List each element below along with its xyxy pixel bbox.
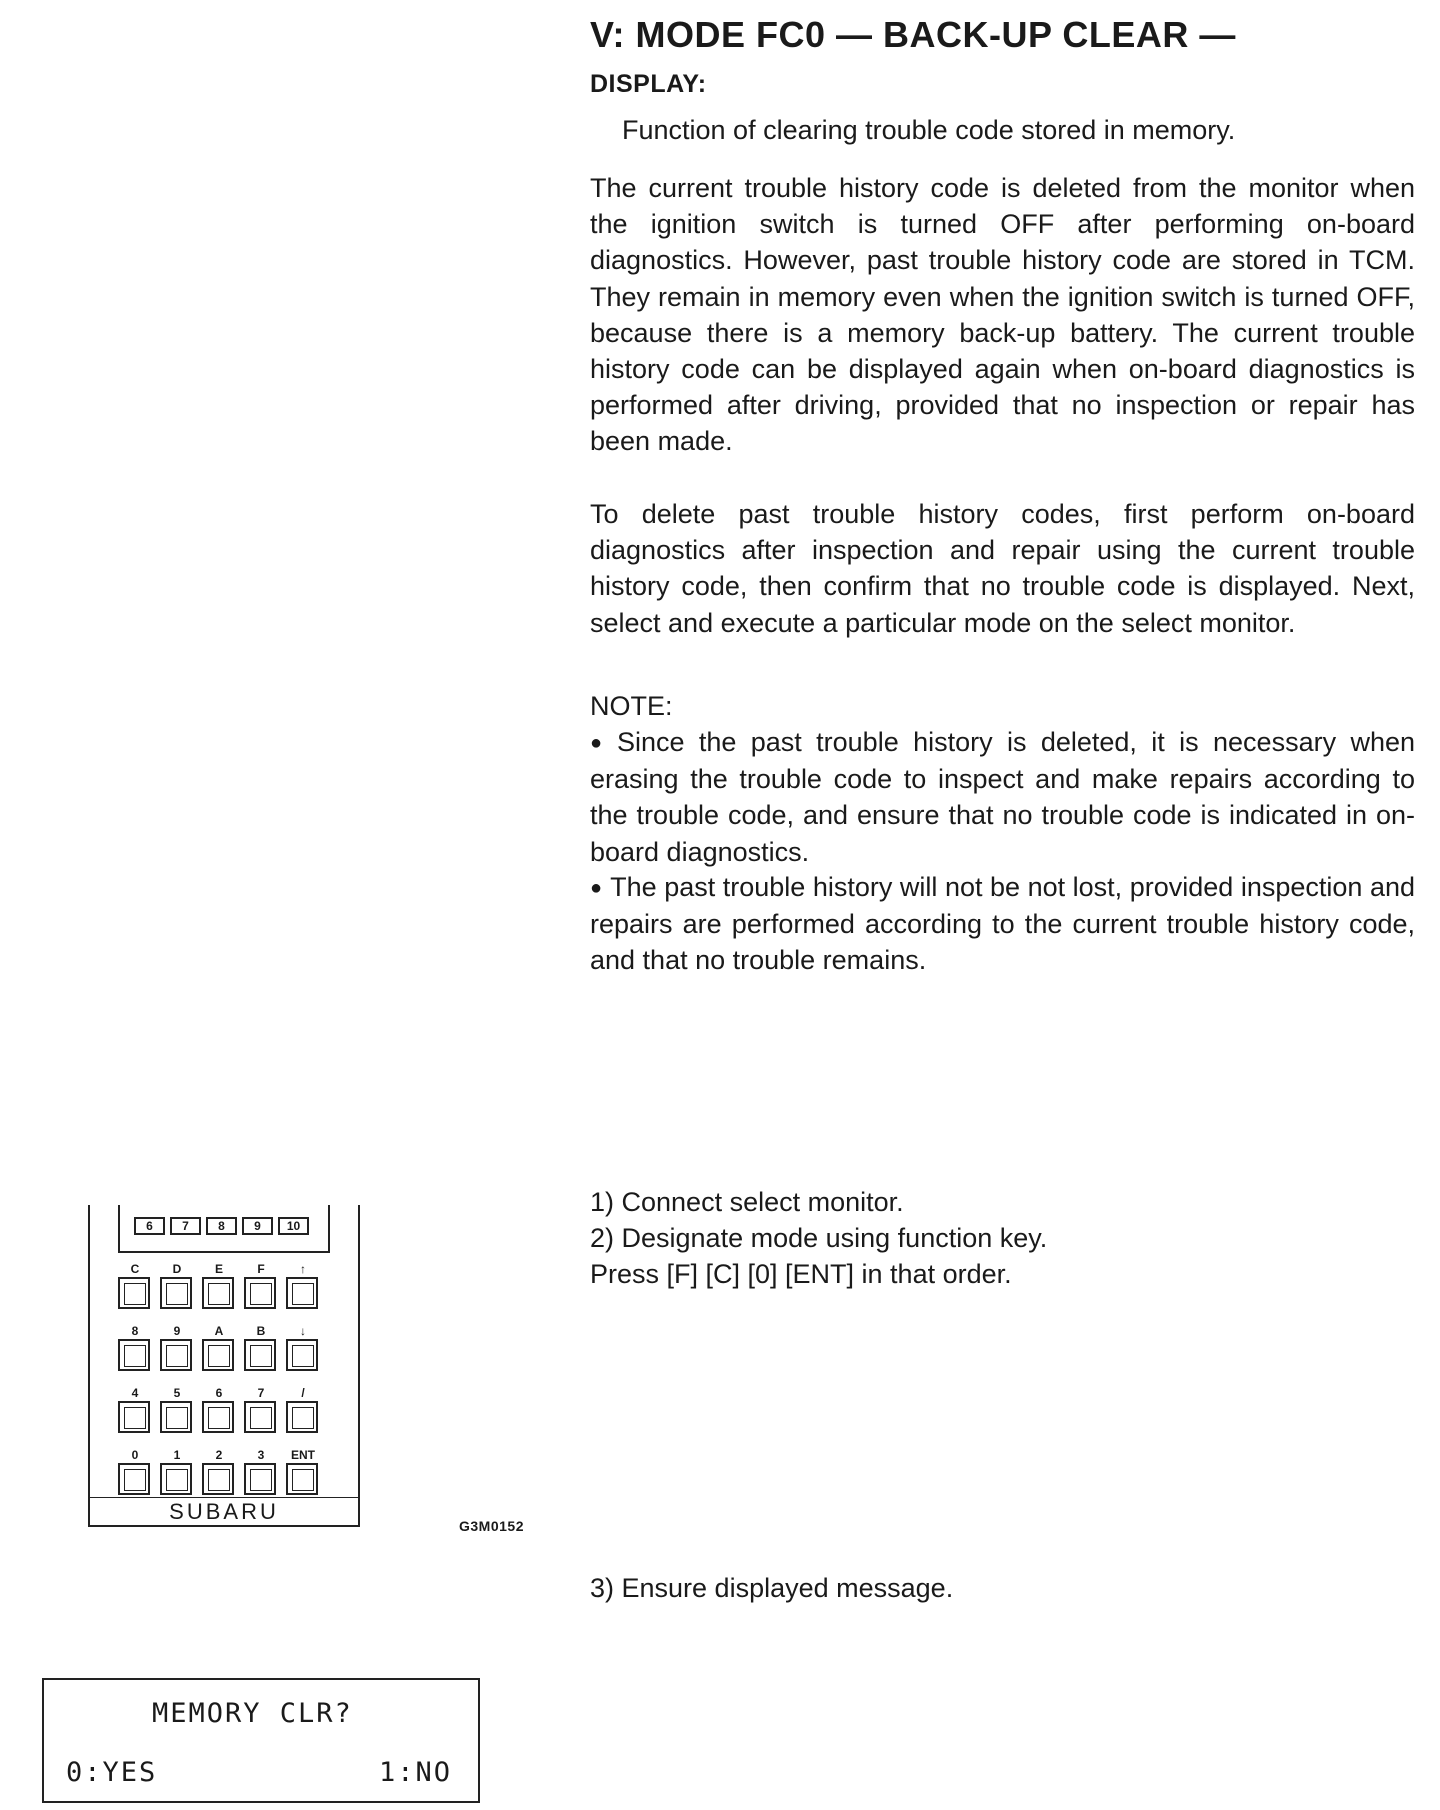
keypad-key-label: A <box>214 1324 224 1338</box>
keypad-key-label: 4 <box>131 1386 139 1400</box>
step-1: 1) Connect select monitor. <box>590 1187 904 1217</box>
section-title: V: MODE FC0 — BACK-UP CLEAR — <box>590 14 1236 55</box>
keypad-key <box>202 1387 244 1445</box>
keypad-key-cap <box>202 1401 234 1433</box>
note-item-2: ● The past trouble history will not be not lost, provided inspection and repairs are performed according to the current trouble history code, and that no trouble remains. <box>590 869 1415 979</box>
keypad-key <box>118 1387 160 1445</box>
monitor-screen-bar <box>118 1205 330 1253</box>
keypad-row <box>118 1263 328 1321</box>
display-subheading: DISPLAY: <box>590 70 707 98</box>
keypad-key-cap <box>244 1463 276 1495</box>
keypad-key-label: D <box>172 1262 182 1276</box>
keypad-key-cap <box>244 1277 276 1309</box>
keypad-key-label: 1 <box>173 1448 181 1462</box>
function-key: 7 <box>170 1217 201 1235</box>
keypad-key-cap <box>160 1339 192 1371</box>
select-monitor-figure <box>88 1205 360 1527</box>
keypad-key-cap <box>160 1277 192 1309</box>
note-item-1: ● Since the past trouble history is deleted, it is necessary when erasing the trouble code to inspect and make repairs according to the trouble code, and ensure that no trouble code is indicated in on-board diagnostics. <box>590 724 1415 870</box>
keypad-key-label: 0 <box>131 1448 139 1462</box>
keypad-key <box>286 1263 328 1321</box>
brand-logo: SUBARU <box>169 1499 279 1524</box>
paragraph-trouble-history: The current trouble history code is deleted from the monitor when the ignition switch is turned OFF after performing on-board diagnostics. However, past trouble history code are stored in TCM. They remain in memory even when the ignition switch is turned OFF, because there is a memory back-up battery. The current trouble history code can be displayed again when on-board diagnostics is performed after driving, provided that no inspection or repair has been made. <box>590 173 1415 457</box>
keypad-key <box>160 1325 202 1383</box>
keypad-key <box>244 1325 286 1383</box>
display-option-yes: 0:YES <box>66 1757 158 1788</box>
keypad-key-cap <box>118 1401 150 1433</box>
keypad-key-cap <box>202 1277 234 1309</box>
keypad-key-cap <box>202 1339 234 1371</box>
keypad-row <box>118 1387 328 1445</box>
function-key: 6 <box>134 1217 165 1235</box>
display-line-memory-clr: MEMORY CLR? <box>152 1698 353 1729</box>
keypad-key-label: 5 <box>173 1386 181 1400</box>
brand-divider <box>90 1497 358 1498</box>
keypad-key-label: 3 <box>257 1448 265 1462</box>
keypad-key-label: F <box>257 1262 265 1276</box>
keypad-row <box>118 1325 328 1383</box>
function-key: 10 <box>278 1217 309 1235</box>
keypad-key-label: ↑ <box>300 1262 306 1276</box>
keypad-key-cap <box>118 1339 150 1371</box>
keypad-key-cap <box>202 1463 234 1495</box>
keypad-key-cap <box>286 1463 318 1495</box>
function-key: 8 <box>206 1217 237 1235</box>
keypad-key-label: ENT <box>291 1448 315 1462</box>
paragraph-delete-procedure: To delete past trouble history codes, first perform on-board diagnostics after inspection and repair using the current trouble history code, then confirm that no trouble code is displayed. Next, select and execute a particular mode on the select monitor. <box>590 499 1415 638</box>
keypad-key-cap <box>286 1401 318 1433</box>
keypad-key-cap <box>160 1463 192 1495</box>
keypad-key-label: C <box>130 1262 140 1276</box>
note-label: NOTE: <box>590 691 673 721</box>
step-3: 3) Ensure displayed message. <box>590 1573 954 1603</box>
display-message-box <box>42 1678 480 1803</box>
keypad-key-label: 7 <box>257 1386 265 1400</box>
keypad-key <box>286 1387 328 1445</box>
lead-paragraph: Function of clearing trouble code stored in memory. <box>622 115 1236 145</box>
function-key: 9 <box>242 1217 273 1235</box>
keypad-key-cap <box>244 1401 276 1433</box>
figure-label: G3M0152 <box>459 1518 524 1534</box>
keypad-key-label: 9 <box>173 1324 181 1338</box>
keypad-key <box>160 1263 202 1321</box>
keypad-key <box>160 1387 202 1445</box>
keypad-key <box>118 1325 160 1383</box>
keypad-key <box>244 1387 286 1445</box>
keypad-key-label: / <box>301 1386 305 1400</box>
keypad-key-cap <box>118 1463 150 1495</box>
step-2: 2) Designate mode using function key. <box>590 1223 1048 1253</box>
keypad-key-label: E <box>214 1262 223 1276</box>
keypad-key <box>118 1263 160 1321</box>
keypad-key-cap <box>118 1277 150 1309</box>
keypad-key <box>286 1325 328 1383</box>
keypad-key-cap <box>244 1339 276 1371</box>
keypad-key-cap <box>286 1339 318 1371</box>
keypad-key-label: ↓ <box>300 1324 306 1338</box>
keypad-key <box>244 1263 286 1321</box>
function-key-row <box>134 1217 309 1235</box>
keypad-key-label: 8 <box>131 1324 139 1338</box>
keypad-key <box>202 1263 244 1321</box>
keypad-key-cap <box>286 1277 318 1309</box>
keypad-key-cap <box>160 1401 192 1433</box>
keypad-key-label: 2 <box>215 1448 223 1462</box>
keypad-key-label: 6 <box>215 1386 223 1400</box>
keypad-key-label: B <box>256 1324 266 1338</box>
display-option-no: 1:NO <box>378 1757 452 1788</box>
step-2-detail: Press [F] [C] [0] [ENT] in that order. <box>590 1259 1012 1289</box>
keypad-key <box>202 1325 244 1383</box>
